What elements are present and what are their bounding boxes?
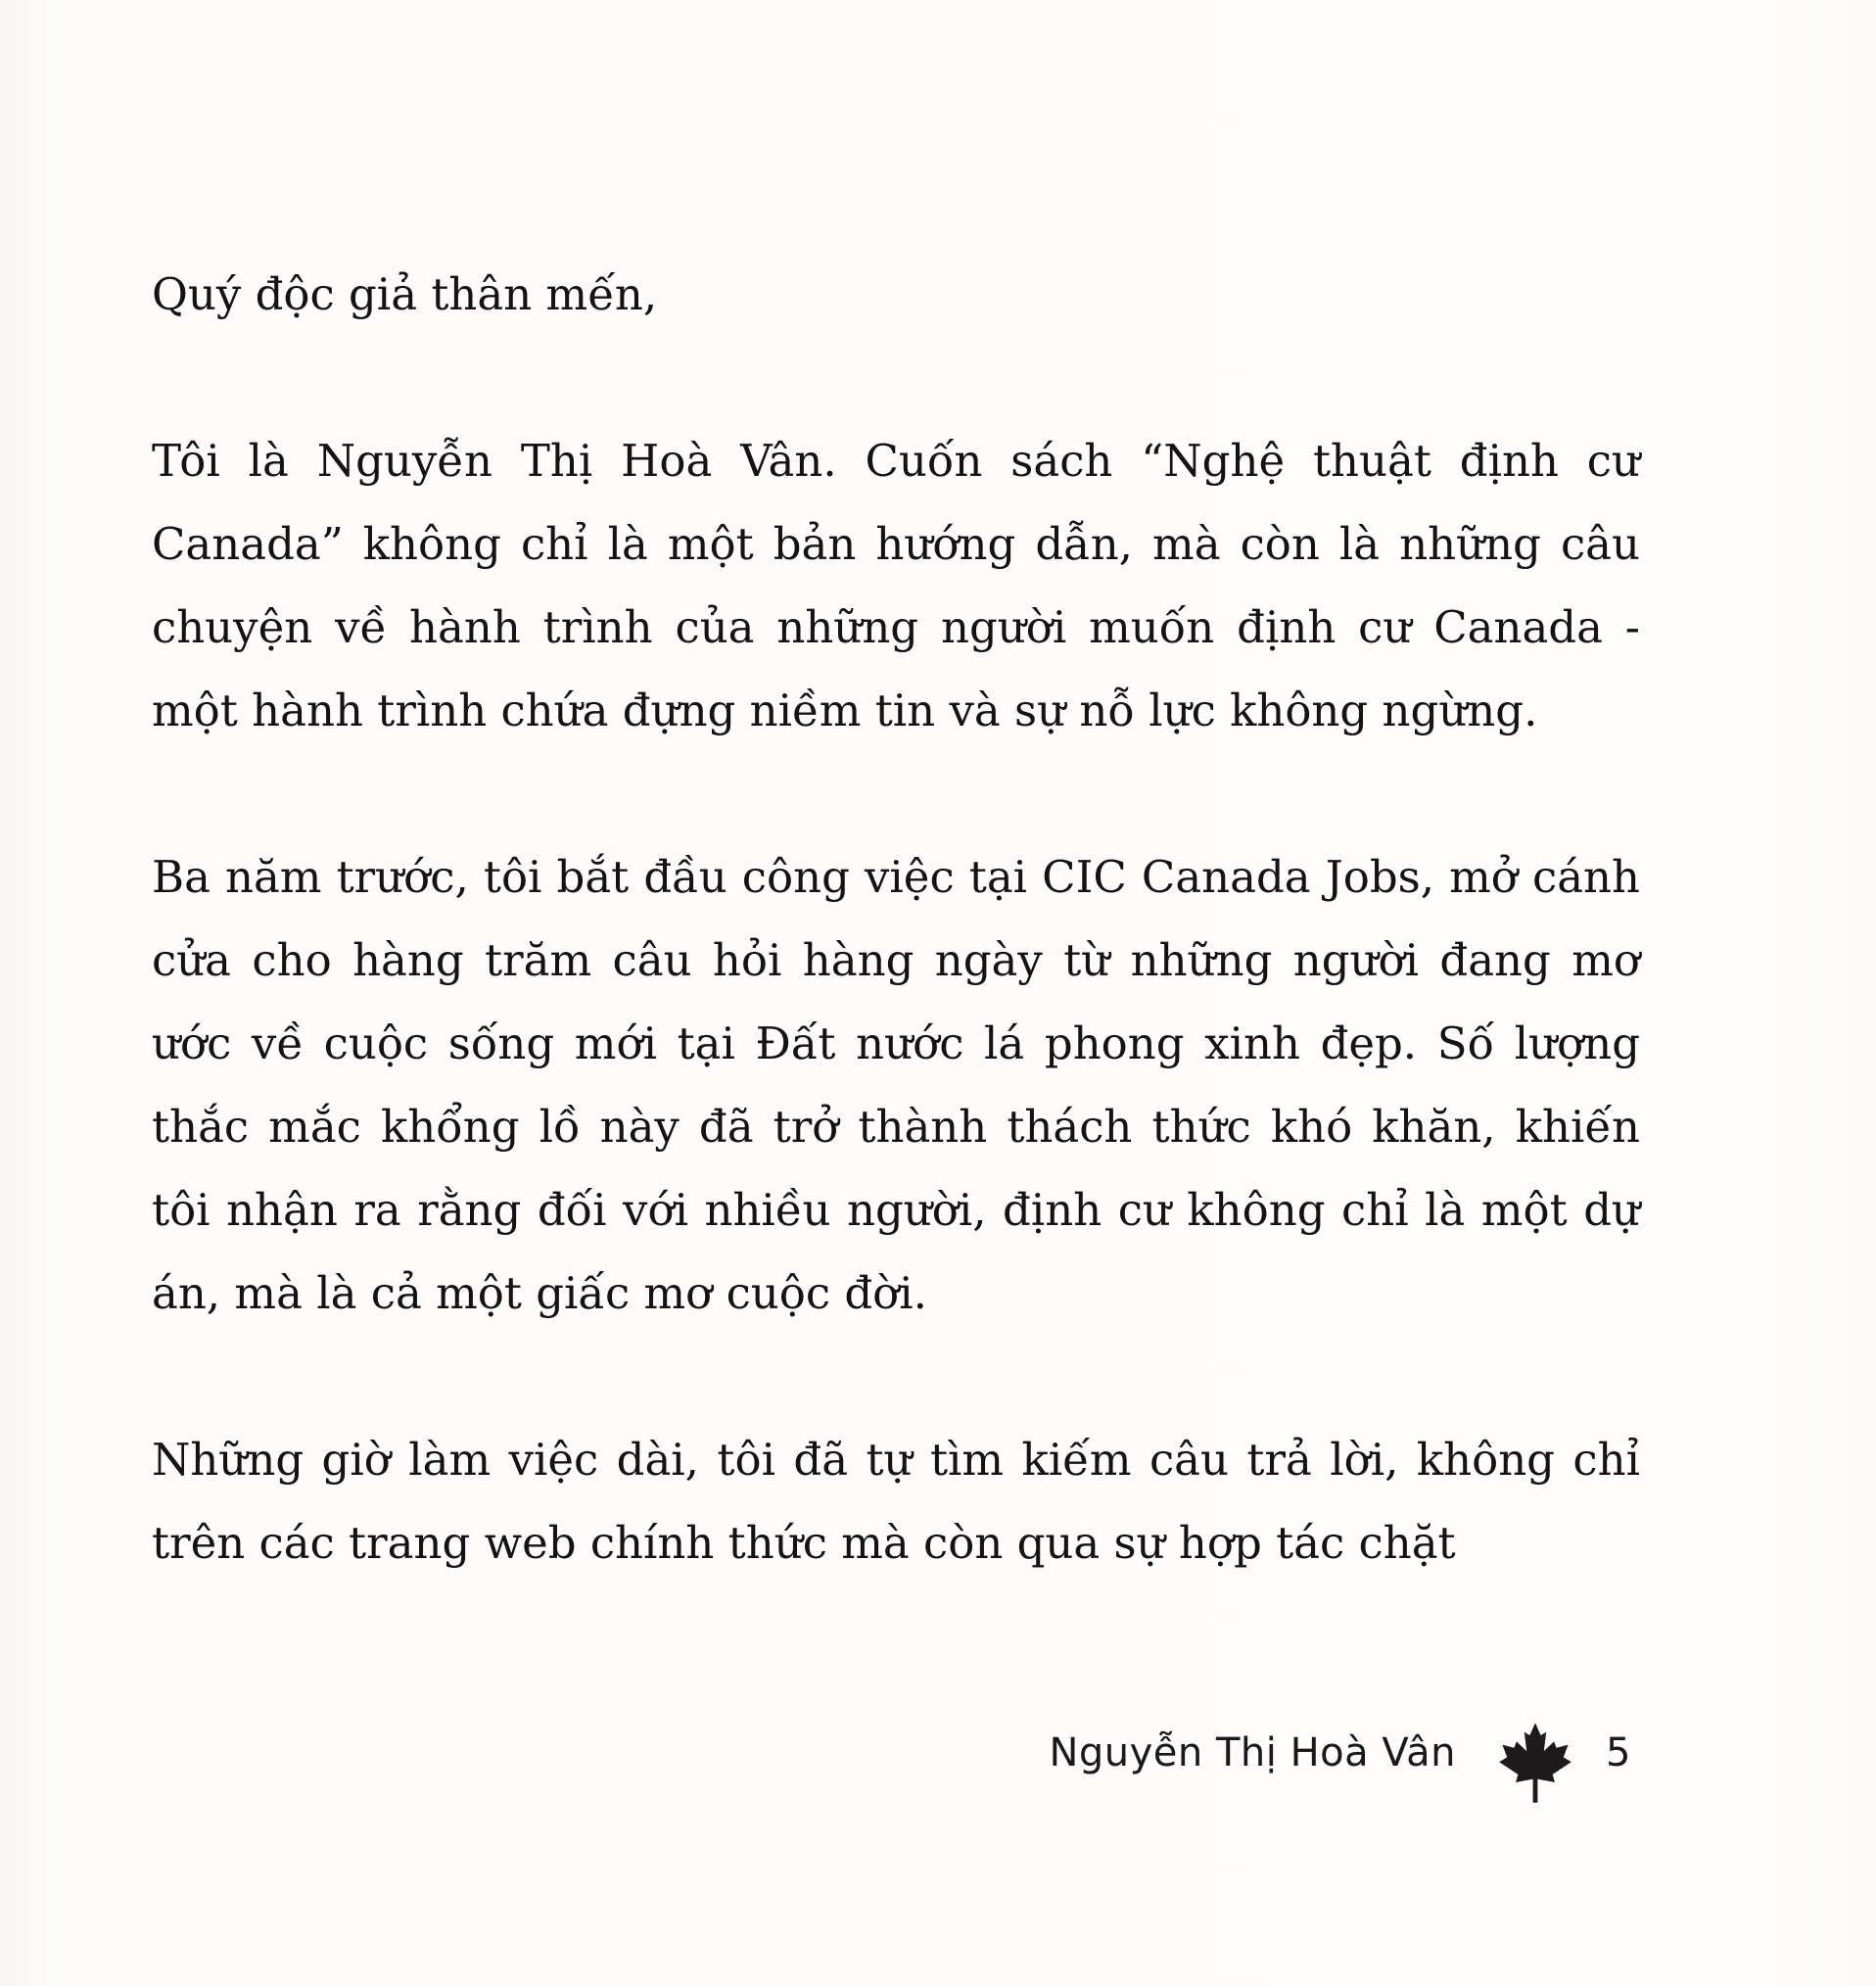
letter-body [152,253,1640,1584]
footer-author: Nguyễn Thị Hoà Vân [1049,1730,1456,1775]
salutation: Quý độc giả thân mến, [152,268,658,320]
page-footer [0,1719,1876,1807]
paragraph-3: Những giờ làm việc dài, tôi đã tự tìm kiếm câu trả lời, không chỉ trên các trang web chính thức mà còn qua sự hợp tác chặt [152,1434,1640,1569]
page-number: 5 [1606,1730,1631,1775]
maple-leaf-icon [1496,1719,1574,1807]
paragraph-1: Tôi là Nguyễn Thị Hoà Vân. Cuốn sách “Nghệ thuật định cư Canada” không chỉ là một bản hướng dẫn, mà còn là những câu chuyện về hành trình của những người muốn định cư Canada - một hành trình chứa đựng niềm tin và sự nỗ lực không ngừng. [152,435,1640,736]
paragraph-2: Ba năm trước, tôi bắt đầu công việc tại CIC Canada Jobs, mở cánh cửa cho hàng trăm câu hỏi hàng ngày từ những người đang mơ ước về cuộc sống mới tại Đất nước lá phong xinh đẹp. Số lượng thắc mắc khổng lồ này đã trở thành thách thức khó khăn, khiến tôi nhận ra rằng đối với nhiều người, định cư không chỉ là một dự án, mà là cả một giấc mơ cuộc đời. [152,851,1640,1319]
